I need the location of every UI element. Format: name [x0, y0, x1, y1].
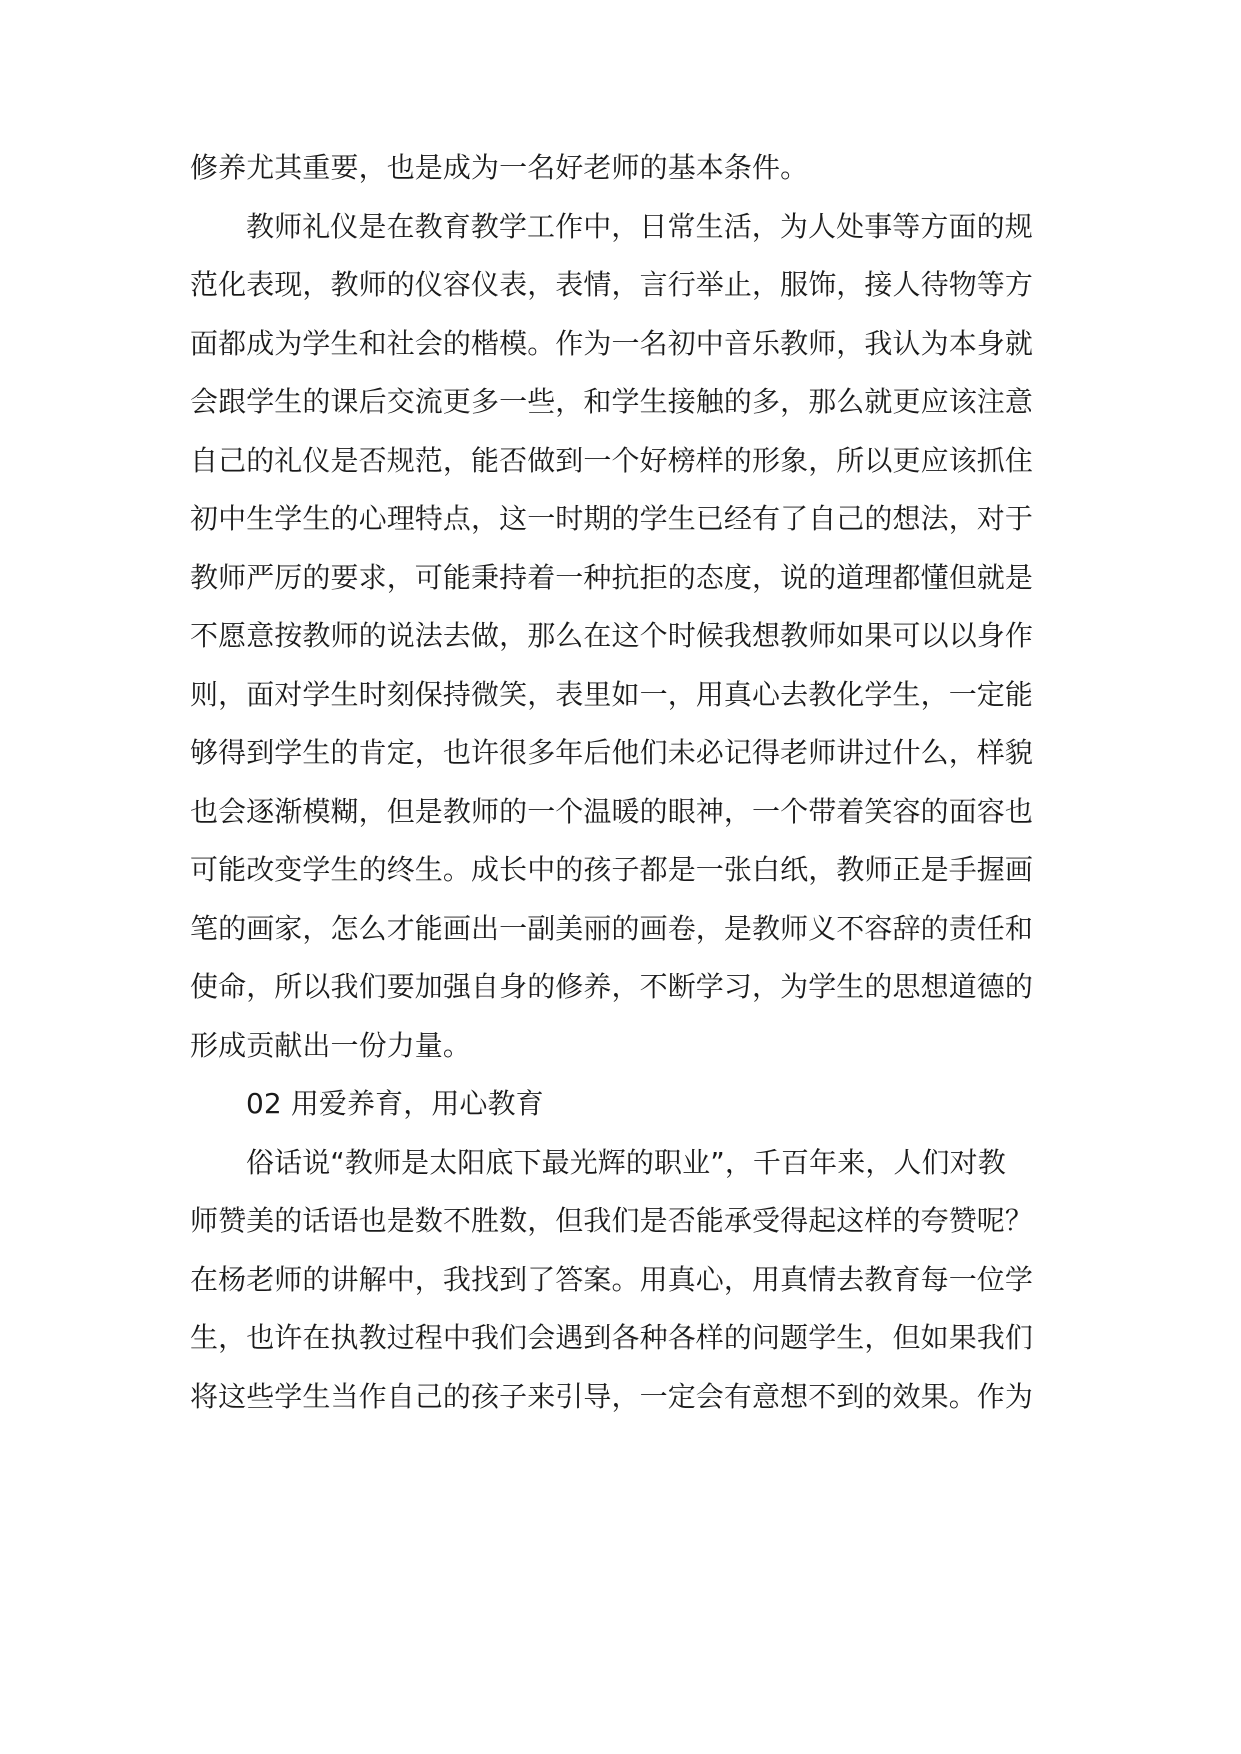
paragraph-line: 可能改变学生的终生。成长中的孩子都是一张白纸，教师正是手握画	[190, 853, 1034, 886]
paragraph-line: 自己的礼仪是否规范，能否做到一个好榜样的形象，所以更应该抓住	[190, 444, 1034, 477]
paragraph-line: 也会逐渐模糊，但是教师的一个温暖的眼神，一个带着笑容的面容也	[190, 795, 1034, 828]
paragraph-line: 教师严厉的要求，可能秉持着一种抗拒的态度，说的道理都懂但就是	[190, 561, 1034, 594]
paragraph-line: 初中生学生的心理特点，这一时期的学生已经有了自己的想法，对于	[190, 502, 1034, 535]
paragraph-line: 教师礼仪是在教育教学工作中，日常生活，为人处事等方面的规	[246, 210, 1033, 243]
paragraph-line: 师赞美的话语也是数不胜数，但我们是否能承受得起这样的夸赞呢？	[190, 1204, 1034, 1237]
paragraph-line: 生，也许在执教过程中我们会遇到各种各样的问题学生，但如果我们	[190, 1321, 1034, 1354]
paragraph-line: 则，面对学生时刻保持微笑，表里如一，用真心去教化学生，一定能	[190, 678, 1034, 711]
paragraph-line: 修养尤其重要，也是成为一名好老师的基本条件。	[190, 151, 809, 184]
paragraph-line: 使命，所以我们要加强自身的修养，不断学习，为学生的思想道德的	[190, 970, 1034, 1003]
paragraph-line: 范化表现，教师的仪容仪表，表情，言行举止，服饰，接人待物等方	[190, 268, 1034, 301]
paragraph-line: 笔的画家，怎么才能画出一副美丽的画卷，是教师义不容辞的责任和	[190, 912, 1034, 945]
paragraph-line: 会跟学生的课后交流更多一些，和学生接触的多，那么就更应该注意	[190, 385, 1034, 418]
paragraph-line: 形成贡献出一份力量。	[190, 1029, 472, 1062]
section-heading: 02 用爱养育，用心教育	[246, 1087, 544, 1120]
paragraph-line: 将这些学生当作自己的孩子来引导，一定会有意想不到的效果。作为	[190, 1380, 1034, 1413]
paragraph-line: 不愿意按教师的说法去做，那么在这个时候我想教师如果可以以身作	[190, 619, 1034, 652]
paragraph-line: 够得到学生的肯定，也许很多年后他们未必记得老师讲过什么，样貌	[190, 736, 1034, 769]
paragraph-line: 面都成为学生和社会的楷模。作为一名初中音乐教师，我认为本身就	[190, 327, 1034, 360]
paragraph-line: 在杨老师的讲解中，我找到了答案。用真心，用真情去教育每一位学	[190, 1263, 1034, 1296]
paragraph-line: 俗话说“教师是太阳底下最光辉的职业”，千百年来，人们对教	[246, 1146, 1006, 1179]
